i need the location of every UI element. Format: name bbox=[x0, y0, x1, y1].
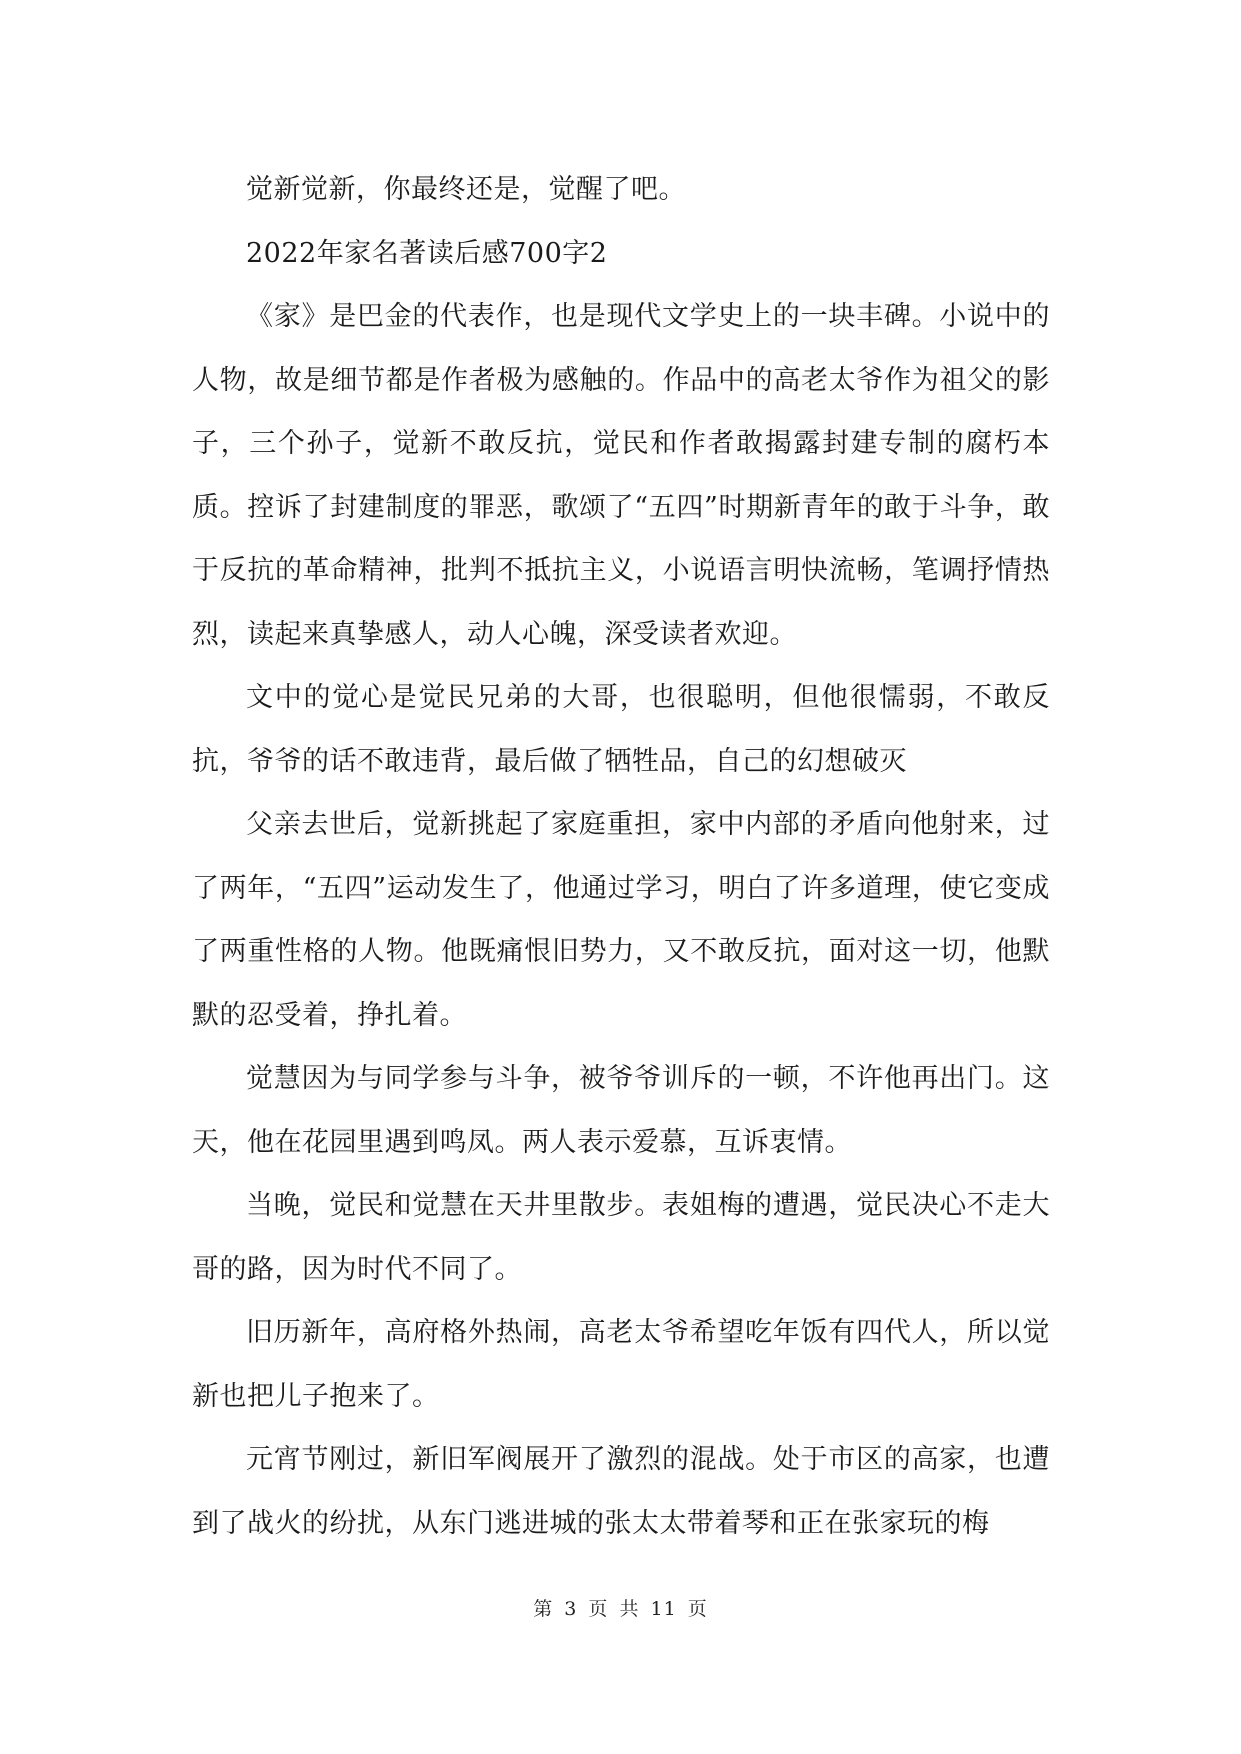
page-footer-unit: 页 bbox=[588, 1598, 609, 1620]
current-page-number: 3 bbox=[564, 1598, 578, 1620]
paragraph: 文中的觉心是觉民兄弟的大哥，也很聪明，但他很懦弱，不敢反抗，爷爷的话不敢违背，最后做了牺牲品，自己的幻想破灭 bbox=[192, 682, 1050, 777]
page-footer-prefix: 第 bbox=[533, 1598, 554, 1620]
paragraph: 《家》是巴金的代表作，也是现代文学史上的一块丰碑。小说中的人物，故是细节都是作者极为感触的。作品中的高老太爷作为祖父的影子，三个孙子，觉新不敢反抗，觉民和作者敢揭露封建专制的腐朽本质。控诉了封建制度的罪恶，歌颂了“五四”时期新青年的敢于斗争，敢于反抗的革命精神，批判不抵抗主义，小说语言明快流畅，笔调抒情热烈，读起来真挚感人，动人心魄，深受读者欢迎。 bbox=[192, 301, 1050, 650]
page-footer-total-prefix: 共 bbox=[619, 1598, 640, 1620]
paragraph: 觉慧因为与同学参与斗争，被爷爷训斥的一顿，不许他再出门。这天，他在花园里遇到鸣凤。两人表示爱慕，互诉衷情。 bbox=[192, 1063, 1050, 1158]
paragraph: 旧历新年，高府格外热闹，高老太爷希望吃年饭有四代人，所以觉新也把儿子抱来了。 bbox=[192, 1317, 1050, 1412]
total-pages-number: 11 bbox=[650, 1598, 677, 1620]
paragraph: 当晚，觉民和觉慧在天井里散步。表姐梅的遭遇，觉民决心不走大哥的路，因为时代不同了。 bbox=[192, 1190, 1050, 1285]
page-footer bbox=[0, 1597, 1241, 1621]
section-heading: 2022年家名著读后感700字2 bbox=[246, 237, 608, 269]
page-footer-total-unit: 页 bbox=[687, 1598, 708, 1620]
paragraph: 觉新觉新，你最终还是，觉醒了吧。 bbox=[246, 174, 686, 205]
paragraph: 父亲去世后，觉新挑起了家庭重担，家中内部的矛盾向他射来，过了两年，“五四”运动发生了，他通过学习，明白了许多道理，使它变成了两重性格的人物。他既痛恨旧势力，又不敢反抗，面对这一切，他默默的忍受着，挣扎着。 bbox=[192, 809, 1050, 1031]
document-body bbox=[192, 158, 1050, 1555]
paragraph: 元宵节刚过，新旧军阀展开了激烈的混战。处于市区的高家，也遭到了战火的纷扰，从东门逃进城的张太太带着琴和正在张家玩的梅 bbox=[192, 1444, 1050, 1539]
